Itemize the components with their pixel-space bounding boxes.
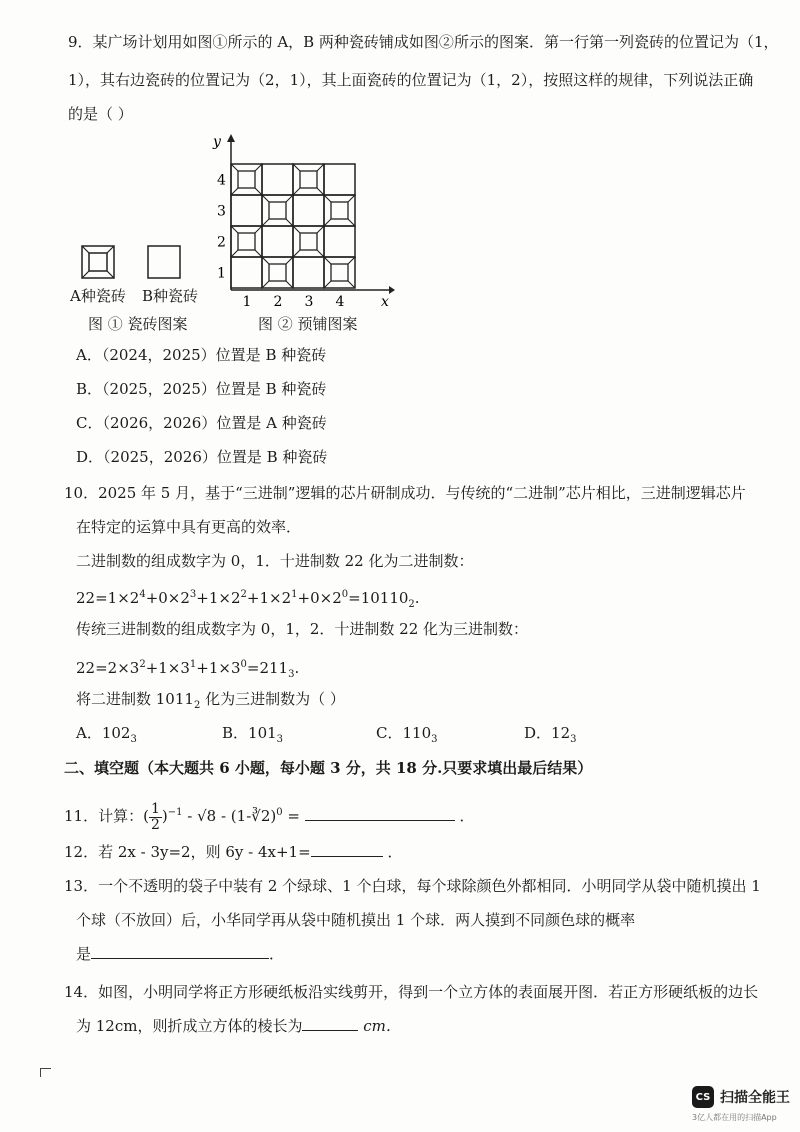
tile-b-icon: [148, 246, 180, 278]
tile-b-cell: [293, 195, 324, 226]
q14-answer-blank[interactable]: [302, 1016, 358, 1031]
fig1-caption: 图 ① 瓷砖图案: [88, 315, 188, 333]
q9-option-a: A．（2024，2025）位置是 B 种瓷砖: [76, 346, 327, 364]
q10-ternary-expansion: $22=2\times 3^2+1\times 3^1+1\times 3^0=211_3$.: [76, 659, 300, 680]
tile-b-cell: [293, 257, 324, 288]
q12-answer-blank[interactable]: [311, 842, 383, 857]
tile-a-icon: [82, 246, 114, 278]
tile-b-cell: [231, 257, 262, 288]
watermark-brand: 扫描全能王: [720, 1090, 790, 1106]
x-axis-arrow-icon: [389, 286, 395, 294]
tile-a-cell: [262, 257, 293, 288]
x-tick-label: 2: [273, 294, 283, 310]
q11-fraction: $\frac{1}{2}$: [150, 800, 160, 833]
tile-a-cell: [324, 195, 355, 226]
q10-line5: 传统三进制数的组成数字为 0，1，2．十进制数 22 化为三进制数：: [76, 620, 529, 638]
tile-a-cell: [262, 195, 293, 226]
corner-mark: [40, 1068, 51, 1077]
section-title: 二、填空题（本大题共 6 小题，每小题 3 分，共 18 分.只要求填出最后结果）: [64, 759, 593, 777]
y-tick-labels: [217, 173, 226, 282]
q10-line7: 将二进制数 $1011_2$ 化为三进制数为（ ）: [76, 690, 345, 711]
y-tick-label: 4: [217, 172, 226, 189]
tile-a-cell: [293, 164, 324, 195]
q13-line1: 13．一个不透明的袋子中装有 2 个绿球、1 个白球，每个球除颜色外都相同．小明同学从袋中随机摸出 1: [64, 877, 761, 895]
y-axis-arrow-icon: [227, 134, 235, 142]
q9-option-c: C．（2026，2026）位置是 A 种瓷砖: [76, 414, 327, 432]
tile-b-cell: [231, 195, 262, 226]
camscanner-logo-icon: CS: [692, 1086, 714, 1108]
q9-option-d: D．（2025，2026）位置是 B 种瓷砖: [76, 448, 328, 466]
q10-option-c: C．$110_3$: [376, 724, 438, 745]
q10-line3: 二进制数的组成数字为 0，1．十进制数 22 化为二进制数：: [76, 552, 474, 570]
q10-option-b: B．$101_3$: [222, 724, 284, 745]
tile-figure: [78, 242, 188, 282]
tile-a-label: A种瓷砖: [70, 287, 126, 305]
scanner-watermark: [692, 1086, 790, 1108]
q10-binary-expansion: $22=1\times 2^4+0\times 2^3+1\times 2^2+1\times 2^1+0\times 2^0=10110_2$.: [76, 589, 420, 610]
tile-a-cell: [231, 226, 262, 257]
q11-line: 11．计算：( $\frac{1}{2}$ )$^{-1}$ - √8 - (1-∛2)$^0$ = ．: [64, 800, 475, 833]
x-axis-label: x: [381, 294, 389, 310]
y-tick-label: 2: [217, 234, 226, 251]
x-tick-label: 3: [304, 294, 314, 310]
q13-line3: 是 ．: [76, 945, 285, 963]
q11-answer-blank[interactable]: [305, 806, 455, 821]
tile-b-cell: [324, 164, 355, 195]
y-axis-label: y: [213, 134, 221, 150]
grid-cells: [231, 164, 355, 288]
x-tick-label: 1: [242, 294, 252, 310]
tile-b-label: B种瓷砖: [142, 287, 199, 305]
q10-option-d: D．$12_3$: [524, 724, 577, 745]
q10-option-a: A．$102_3$: [76, 724, 137, 745]
q14-line1: 14．如图，小明同学将正方形硬纸板沿实线剪开，得到一个立方体的表面展开图．若正方形硬纸板的边长: [64, 983, 759, 1001]
x-tick-labels: [243, 294, 345, 310]
q13-line2: 个球（不放回）后，小华同学再从袋中随机摸出 1 个球．两人摸到不同颜色球的概率: [76, 911, 636, 929]
q9-option-b: B．（2025，2025）位置是 B 种瓷砖: [76, 380, 327, 398]
q10-line2: 在特定的运算中具有更高的效率．: [76, 518, 302, 536]
q12-line: 12．若 2x - 3y=2，则 6y - 4x+1= ．: [64, 843, 403, 861]
tile-a-cell: [293, 226, 324, 257]
tile-b-cell: [262, 226, 293, 257]
q14-line2: 为 12cm，则折成立方体的棱长为 cm．: [76, 1017, 401, 1035]
q10-line1: 10．2025 年 5 月，基于“三进制”逻辑的芯片研制成功．与传统的“二进制”芯片相比，三进制逻辑芯片: [64, 484, 746, 502]
q9-line1: 9．某广场计划用如图①所示的 A，B 两种瓷砖铺成如图②所示的图案．第一行第一列瓷砖的位置记为（1，: [68, 33, 779, 51]
q9-line3: 的是（ ）: [68, 105, 133, 123]
tile-a-cell: [231, 164, 262, 195]
y-tick-label: 3: [217, 203, 226, 220]
tile-grid-figure: [205, 132, 395, 312]
tile-b-cell: [324, 226, 355, 257]
tile-b-cell: [262, 164, 293, 195]
x-tick-label: 4: [335, 294, 345, 310]
watermark-tagline: 3亿人都在用的扫描App: [692, 1113, 777, 1122]
y-tick-label: 1: [217, 265, 226, 282]
tile-a-cell: [324, 257, 355, 288]
q13-answer-blank[interactable]: [91, 944, 269, 959]
q9-line2: 1），其右边瓷砖的位置记为（2，1），其上面瓷砖的位置记为（1，2），按照这样的规律，下列说法正确: [68, 71, 754, 89]
fig2-caption: 图 ② 预铺图案: [258, 315, 358, 333]
